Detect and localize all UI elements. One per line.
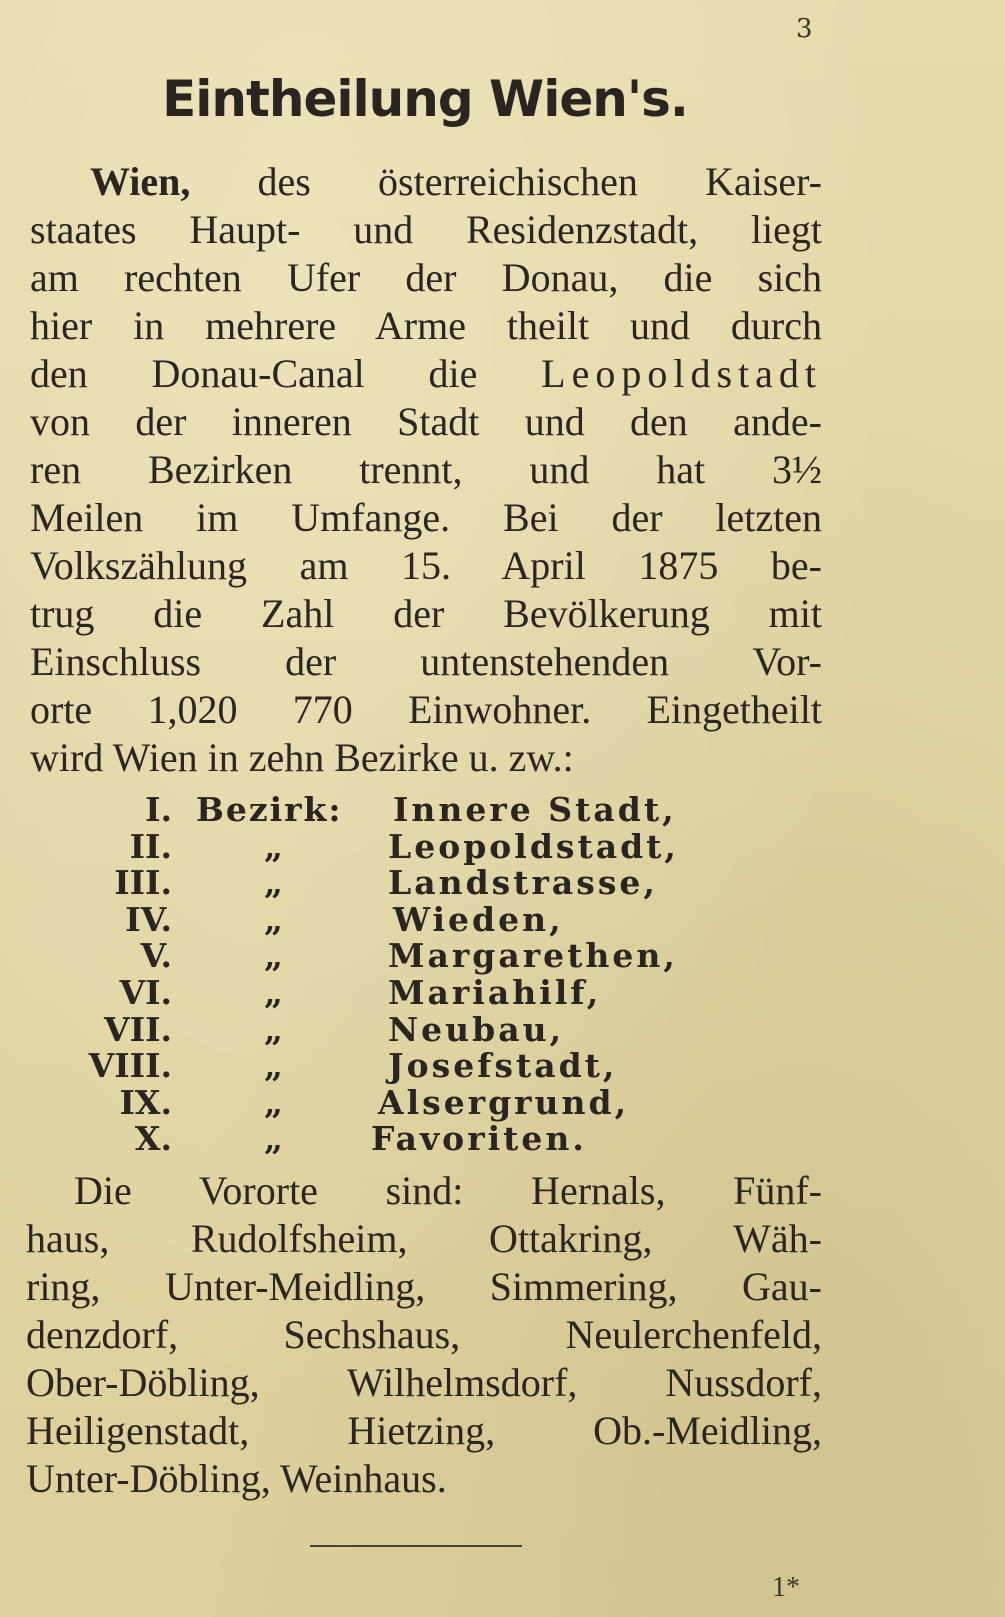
- district-row: [0, 1048, 900, 1085]
- district-row: [0, 1009, 900, 1049]
- district-row: [0, 938, 900, 975]
- text-line: am rechten Ufer der Donau, die sich: [30, 255, 822, 300]
- text-line: trug die Zahl der Bevölkerung mit: [30, 591, 822, 636]
- emphasized-word: Leopoldstadt: [541, 351, 822, 396]
- text-line-lead: Wien,: [90, 159, 191, 204]
- text-line: Die Vororte sind: Hernals, Fünf-: [74, 1168, 822, 1213]
- text-line: Heiligenstadt, Hietzing, Ob.-Meidling,: [26, 1408, 822, 1453]
- text-line: Meilen im Umfange. Bei der letzten: [30, 495, 822, 540]
- page-title: Eintheilung Wien's.: [162, 70, 688, 128]
- district-name: Innere Stadt,: [393, 790, 677, 829]
- district-row: [0, 1121, 900, 1158]
- ditto-mark: „: [264, 972, 283, 1012]
- text-line: ring, Unter-Meidling, Simmering, Gau-: [26, 1264, 822, 1309]
- district-name: Favoriten.: [371, 1119, 587, 1159]
- district-name: Josefstadt,: [388, 1046, 618, 1086]
- ditto-mark: „: [264, 936, 283, 976]
- district-number: III.: [114, 863, 172, 903]
- district-label: Bezirk:: [196, 790, 343, 829]
- signature-mark: 1*: [772, 1572, 800, 1603]
- text-line: wird Wien in zehn Bezirke u. zw.:: [30, 735, 574, 780]
- district-name: Mariahilf,: [388, 972, 602, 1012]
- suburbs-paragraph: [26, 1167, 822, 1503]
- section-divider: [310, 1545, 522, 1547]
- district-name: Wieden,: [393, 899, 564, 939]
- ditto-mark: „: [264, 1119, 283, 1159]
- district-row: [0, 1082, 900, 1122]
- page-number: 3: [796, 14, 813, 44]
- ditto-mark: „: [264, 1009, 283, 1049]
- text-line: orte 1,020 770 Einwohner. Eingetheilt: [30, 687, 822, 732]
- ditto-mark: „: [264, 1082, 283, 1122]
- text-line: denzdorf, Sechshaus, Neulerchenfeld,: [26, 1312, 822, 1357]
- ditto-mark: „: [264, 826, 283, 866]
- district-row: [0, 792, 900, 829]
- district-number: IV.: [125, 899, 172, 939]
- district-number: V.: [140, 936, 172, 976]
- text-line: Ober-Döbling, Wilhelmsdorf, Nussdorf,: [26, 1360, 822, 1405]
- text-line: Einschluss der untenstehenden Vor-: [30, 639, 822, 684]
- text-line: staates Haupt- und Residenzstadt, liegt: [30, 207, 822, 252]
- district-row: [0, 865, 900, 902]
- ditto-mark: „: [264, 1046, 283, 1086]
- district-number: II.: [129, 826, 172, 866]
- text-line: [30, 350, 822, 398]
- text-line: Unter-Döbling, Weinhaus.: [26, 1456, 447, 1501]
- district-number: X.: [134, 1119, 172, 1159]
- district-list: [0, 792, 900, 1158]
- district-row: [0, 972, 900, 1012]
- text-line: [30, 158, 822, 206]
- district-name: Landstrasse,: [388, 863, 658, 903]
- district-number: IX.: [119, 1082, 172, 1122]
- intro-paragraph: [30, 158, 822, 782]
- district-name: Neubau,: [388, 1009, 565, 1049]
- district-row: [0, 899, 900, 939]
- text-line: Volkszählung am 15. April 1875 be-: [30, 543, 822, 588]
- ditto-mark: „: [264, 863, 283, 903]
- district-number: I.: [145, 790, 172, 829]
- district-name: Alsergrund,: [378, 1082, 630, 1122]
- district-number: VII.: [104, 1009, 172, 1049]
- district-number: VIII.: [88, 1046, 172, 1086]
- text-line: ren Bezirken trennt, und hat 3½: [30, 447, 822, 492]
- text-line: haus, Rudolfsheim, Ottakring, Wäh-: [26, 1216, 822, 1261]
- text-line: von der inneren Stadt und den ande-: [30, 399, 822, 444]
- district-row: [0, 826, 900, 866]
- district-name: Margarethen,: [388, 936, 678, 976]
- text-line: hier in mehrere Arme theilt und durch: [30, 303, 822, 348]
- district-name: Leopoldstadt,: [388, 826, 679, 866]
- district-number: VI.: [119, 972, 172, 1012]
- ditto-mark: „: [264, 899, 283, 939]
- text-line-part: den Donau-Canal die: [30, 351, 542, 396]
- text-line-rest: des österreichischen Kaiser-: [190, 159, 822, 204]
